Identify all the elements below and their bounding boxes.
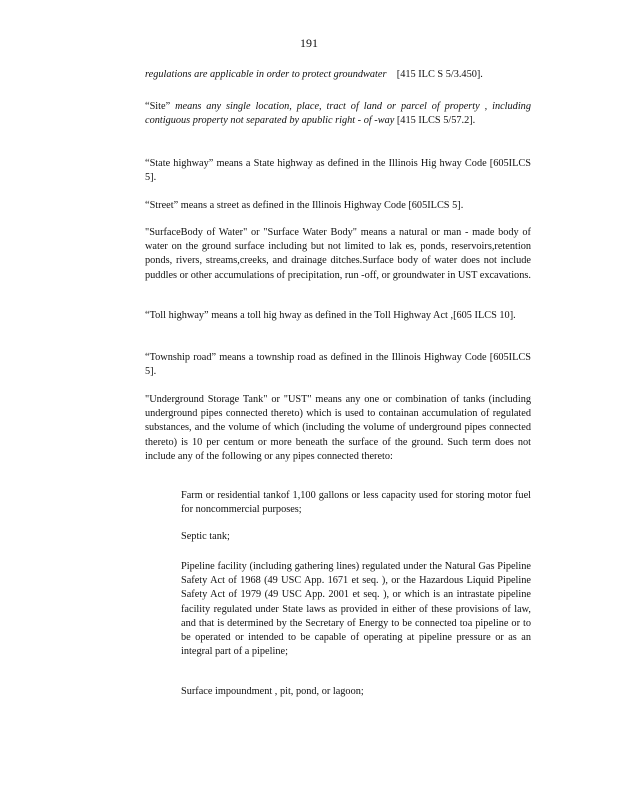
definition-regulations xyxy=(145,68,531,82)
township-road-text: “Township road” means a township road as defined in the Illinois Highway Code [605ILCS 5]. xyxy=(145,352,531,378)
exclusion-septic-tank: Septic tank; xyxy=(181,531,230,542)
definition-toll-highway xyxy=(145,309,531,323)
exclusion-item xyxy=(181,489,531,517)
definition-surface-body xyxy=(145,226,531,283)
definition-street xyxy=(145,199,531,213)
definition-ust xyxy=(145,393,531,464)
exclusion-pipeline-facility: Pipeline facility (including gathering lines) regulated under the Natural Gas Pipeline Safety Act of 1968 (49 USC App. 1671 et seq. ), or the Hazardous Liquid Pipeline Safety Act of 1979 (49 USC App. 2001 et seq. ), or which is an intrastate pipeline facility regulated under State laws as provided in either of these provisions of law, and that is determined by the Secretary of Energy to be connected toa pipeline or to be operated or intended to be capable of operating at pipeline pressure or as an integral part of a pipeline; xyxy=(181,561,531,658)
ust-text: "Underground Storage Tank" or "UST" means any one or combination of tanks (including underground pipes connected thereto) which is used to containan accumulation of regulated substances, and the volume of which (including the volume of underground pipes connected thereto) is 10 per centum or more beneath the surface of the ground. Such term does not include any of the following or any pipes connected thereto: xyxy=(145,394,531,462)
street-text: “Street” means a street as defined in the Illinois Highway Code [605ILCS 5]. xyxy=(145,200,464,211)
definition-township-road xyxy=(145,351,531,379)
exclusion-item xyxy=(181,560,531,659)
page-number: 191 xyxy=(300,36,318,50)
exclusion-surface-impoundment: Surface impoundment , pit, pond, or lagoon; xyxy=(181,686,364,697)
exclusion-farm-tank: Farm or residential tankof 1,100 gallons or less capacity used for storing motor fuel for noncommercial purposes; xyxy=(181,490,531,516)
definition-site xyxy=(145,100,531,128)
regulations-text: regulations are applicable in order to protect groundwater xyxy=(145,69,387,80)
exclusion-item xyxy=(181,685,531,699)
toll-highway-text: “Toll highway” means a toll hig hway as defined in the Toll Highway Act ,[605 ILCS 10]. xyxy=(145,310,516,321)
definition-state-highway xyxy=(145,157,531,185)
state-highway-text: “State highway” means a State highway as defined in the Illinois Hig hway Code [605ILCS 5]. xyxy=(145,158,531,184)
site-term: “Site” xyxy=(145,101,171,112)
exclusion-item xyxy=(181,530,531,544)
site-text: means any single location, place, tract of land or parcel of property , including contiguous property not separated by apublic right - of -way xyxy=(145,101,531,127)
regulations-citation: [415 ILC S 5/3.450]. xyxy=(396,69,483,80)
surface-body-text: "SurfaceBody of Water" or "Surface Water Body" means a natural or man - made body of water on the ground surface including but not limited to lak es, ponds, reservoirs,retention ponds, rivers, streams,creeks, and drainage ditches.Surface body of water does not include puddles or other accumulations of precipitation, run -off, or groundwater in UST excavations. xyxy=(145,227,531,281)
site-citation: [415 ILCS 5/57.2]. xyxy=(396,115,476,127)
